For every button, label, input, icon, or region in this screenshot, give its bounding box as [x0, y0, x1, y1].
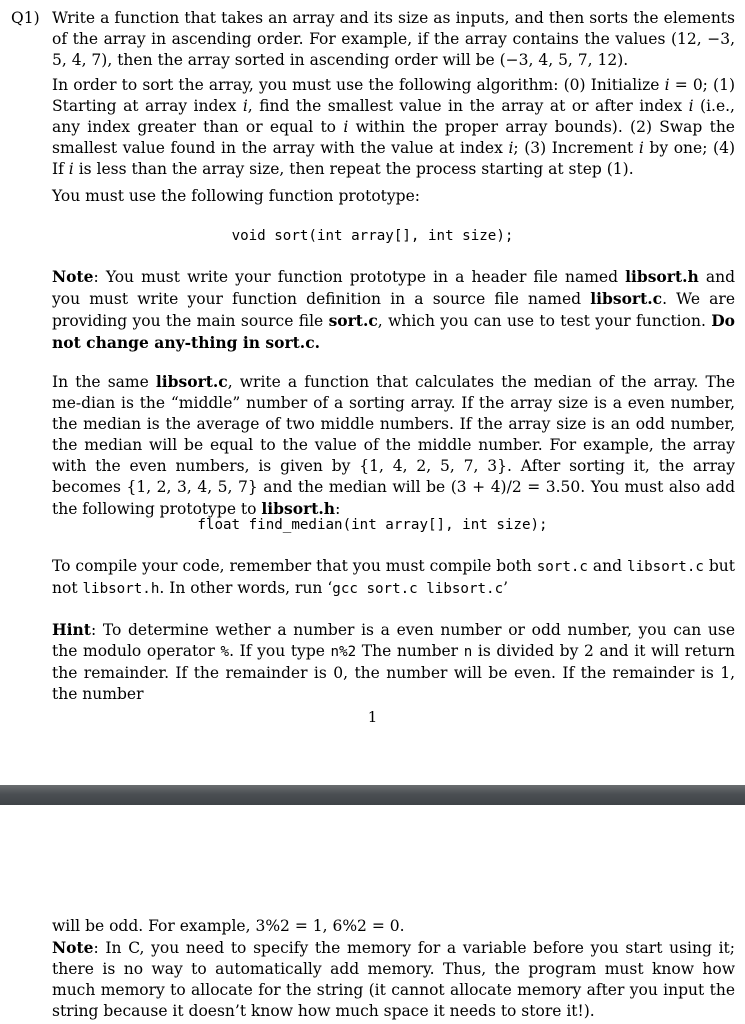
memory-note-paragraph: Note: In C, you need to specify the memory for a variable before you start using it; there is no way to automatically add memory. Thus, the program must know how much memory to allocate for the string (it cannot allocate memory after you input the string because it doesn’t know how much space it needs to store it!).	[52, 938, 735, 1020]
prototype-intro: You must use the following function prototype:	[52, 187, 420, 205]
page-number: 1	[367, 708, 378, 726]
question-number: Q1)	[11, 9, 40, 27]
compile-paragraph: To compile your code, remember that you must compile both sort.c and libsort.c but not libsort.h. In other words, run ‘gcc sort.c libsort.c’	[52, 557, 735, 597]
note-paragraph: Note: You must write your function prototype in a header file named libsort.h and you must write your function definition in a source file named libsort.c. We are providing you the main source file sort.c, which you can use to test your function. Do not change any-thing in sort.c.	[52, 267, 735, 352]
median-paragraph: In the same libsort.c, write a function that calculates the median of the array. The me-dian is the “middle” number of a sorting array. If the array size is a even number, the median is the average of two middle numbers. If the array size is an odd number, the median will be equal to the value of the middle number. For example, the array with the even numbers, is given by {1, 4, 2, 5, 7, 3}. After sorting it, the array becomes {1, 2, 3, 4, 5, 7} and the median will be (3 + 4)/2 = 3.50. You must also add the following prototype to libsort.h:	[52, 372, 736, 518]
sort-prototype-code: void sort(int array[], int size);	[231, 228, 514, 244]
intro-paragraph: Write a function that takes an array and its size as inputs, and then sorts the elements of the array in ascending order. For example, if the array contains the values (12, −3, 5, 4, 7), then the array sorted in ascending order will be (−3, 4, 5, 7, 12).	[52, 9, 735, 69]
page-2	[0, 805, 745, 1024]
page-separator	[0, 785, 745, 805]
hint-paragraph: Hint: To determine wether a number is a even number or odd number, you can use the modulo operator %. If you type n%2 The number n is divided by 2 and it will return the remainder. If the remainder is 0, the number will be even. If the remainder is 1, the number	[52, 620, 735, 703]
algorithm-paragraph: In order to sort the array, you must use the following algorithm: (0) Initialize i = 0; (1) Starting at array index i, find the smallest value in the array at or after index i (i.e., any index greater than or equal to i within the proper array bounds). (2) Swap the smallest value found in the array with the value at index i; (3) Increment i by one; (4) If i is less than the array size, then repeat the process starting at step (1).	[52, 76, 735, 178]
median-prototype-code: float find_median(int array[], int size);	[197, 517, 548, 533]
continued-text: will be odd. For example, 3%2 = 1, 6%2 = 0.	[52, 917, 405, 935]
